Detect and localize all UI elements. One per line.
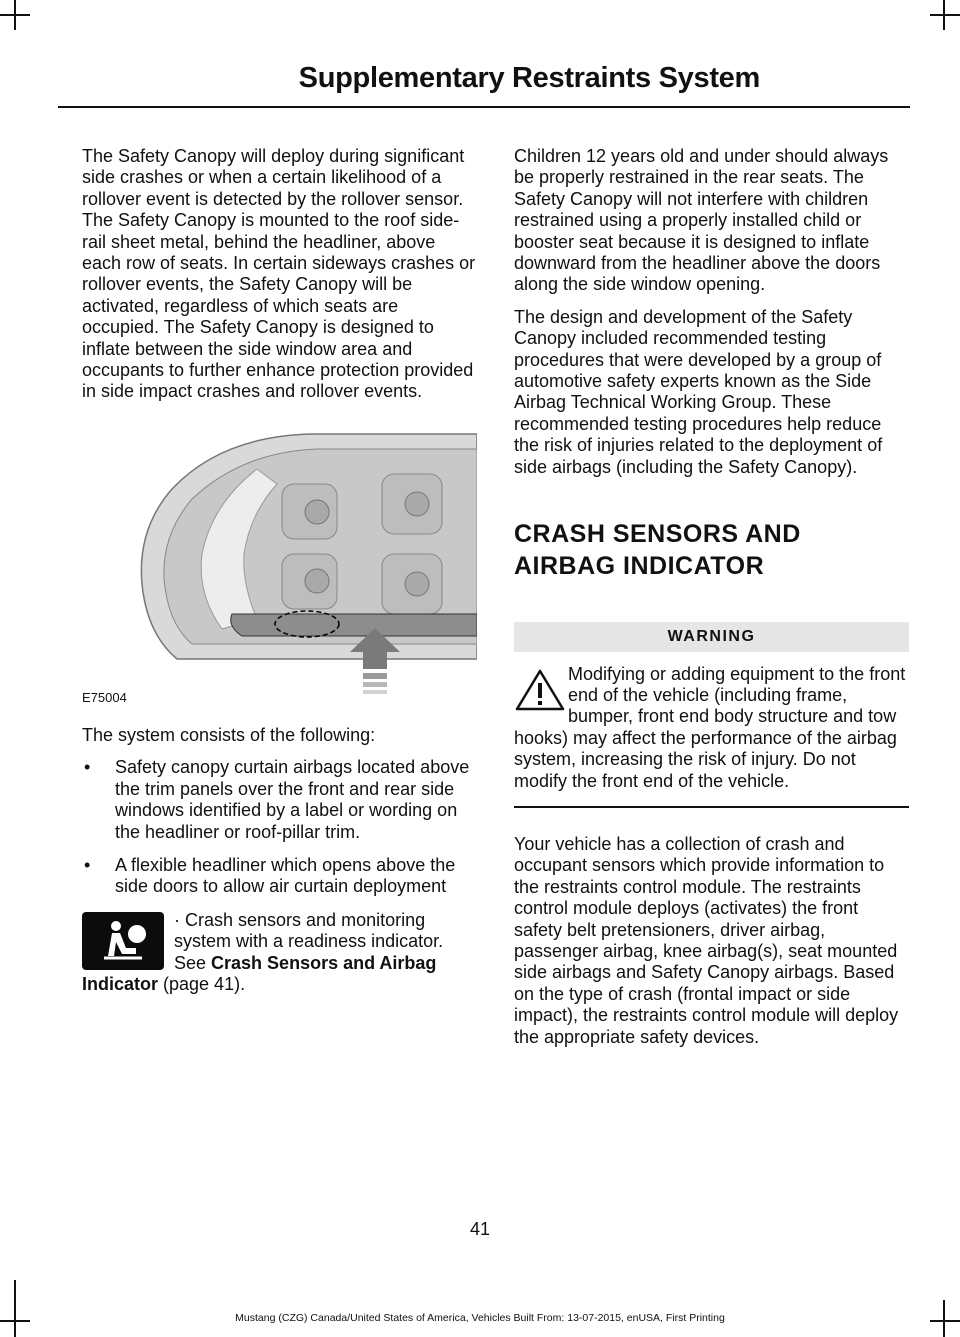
title-divider — [58, 106, 910, 108]
warning-header: WARNING — [514, 622, 909, 651]
system-list — [82, 757, 477, 897]
warning-divider — [514, 806, 909, 808]
crop-mark — [930, 14, 960, 16]
crop-mark — [0, 14, 30, 16]
crash-sensor-item — [82, 910, 477, 996]
figure-code: E75004 — [82, 690, 127, 706]
list-item: • Safety canopy curtain airbags located above the trim panels over the front and rear side windows identified by a label or wording on the headliner or roof-pillar trim. — [82, 757, 477, 843]
list-item: • A flexible headliner which opens above the side doors to allow air curtain deployment — [82, 855, 477, 898]
warning-box — [514, 664, 909, 792]
sensors-paragraph: Your vehicle has a collection of crash and occupant sensors which provide information to the restraints control module. The restraints control module deploys (activates) the front safety belt pretensioners, driver airbag, passenger airbag, knee airbag(s), seat mounted side airbags and Safety Canopy airbags. Based on the type of crash (frontal impact or side impact), the restraints control module will deploy the appropriate safety devices. — [514, 833, 899, 1047]
warning-text: Modifying or adding equipment to the front end of the vehicle (including frame, bumper, front end body structure and tow hooks) may affect the performance of the airbag system, increasing the risk of injury. Do not modify the front end of the vehicle. — [514, 663, 906, 791]
vehicle-figure — [82, 414, 477, 709]
page-number: 41 — [469, 1219, 491, 1239]
page-title: Supplementary Restraints System — [298, 62, 760, 94]
intro-paragraph: The Safety Canopy will deploy during significant side crashes or when a certain likelihood of a rollover event is detected by the rollover sensor. The Safety Canopy is mounted to the roof side-rail sheet metal, behind the headliner, above each row of seats. In certain sideways crashes or rollover events, the Safety Canopy will be activated, regardless of which seats are occupied. The Safety Canopy is designed to inflate between the side window area and occupants to further enhance protection provided in side impact crashes and rollover events. — [82, 146, 476, 402]
warning-triangle-icon — [514, 668, 566, 712]
design-paragraph: The design and development of the Safety Canopy included recommended testing procedures that were developed by a group of automotive safety experts known as the Side Airbag Technical Working Group. These recommended testing procedures help reduce the risk of injuries related to the deployment of side airbags (including the Safety Canopy). — [514, 306, 883, 477]
airbag-readiness-icon — [82, 912, 164, 970]
crash-sensor-text: · Crash sensors and monitoring system with a readiness indicator. See — [174, 909, 444, 973]
left-column — [82, 146, 477, 995]
system-intro: The system consists of the following: — [82, 724, 376, 745]
crash-sensor-link[interactable]: Crash Sensors and Airbag Indicator — [82, 952, 437, 994]
children-paragraph: Children 12 years old and under should always be properly restrained in the rear seats. The Safety Canopy will not interfere with children restrained using a properly installed child or booster seat because it is designed to inflate downward from the headliner above the doors along the side window opening. — [514, 146, 889, 295]
section-heading-line: CRASH SENSORS AND — [514, 520, 801, 549]
safety-canopy-illustration — [82, 414, 477, 709]
footer-text: Mustang (CZG) Canada/United States of America, Vehicles Built From: 13-07-2015, enUSA, First Printing — [235, 1312, 725, 1324]
section-heading-line: AIRBAG INDICATOR — [514, 552, 765, 581]
crop-mark — [14, 1280, 16, 1337]
crash-sensor-page: (page 41). — [158, 973, 246, 994]
section-heading — [514, 518, 909, 582]
right-column — [514, 146, 909, 1059]
